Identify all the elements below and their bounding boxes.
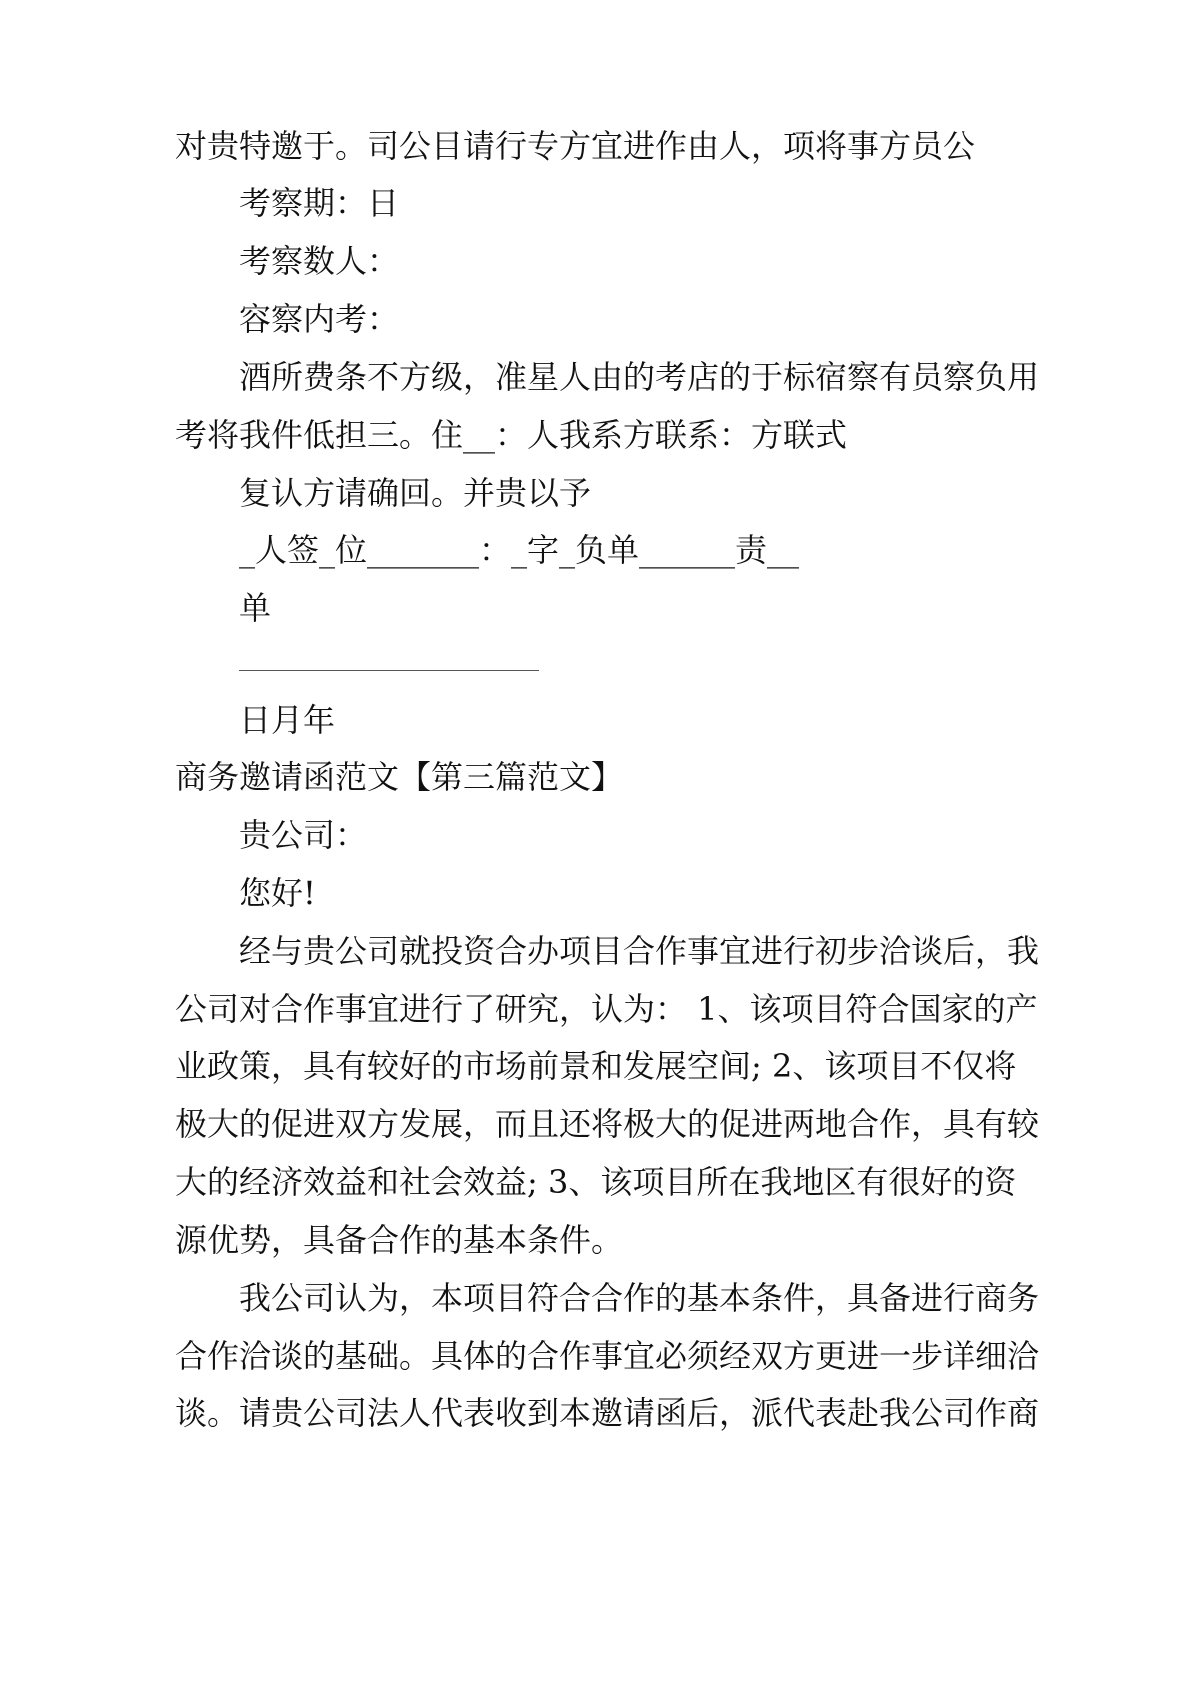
text-line: 合作洽谈的基础。具体的合作事宜必须经双方更进一步详细洽	[175, 1337, 1040, 1375]
text-line: 容察内考：	[239, 300, 400, 338]
text-line: 业政策，具有较好的市场前景和发展空间; 2、该项目不仅将	[175, 1047, 1017, 1085]
text-line: 酒所费条不方级，准星人由的考店的于标宿察有员察负用	[239, 358, 1040, 396]
section-title: 商务邀请函范文【第三篇范文】	[175, 758, 624, 796]
text-line: 日月年	[239, 701, 336, 739]
text-line: _人签_位_______：_字_负单______责__	[239, 531, 800, 569]
text-line: 经与贵公司就投资合办项目合作事宜进行初步洽谈后，我	[239, 932, 1040, 970]
text-line: 我公司认为，本项目符合合作的基本条件，具备进行商务	[239, 1279, 1040, 1317]
text-line: 公司对合作事宜进行了研究，认为： 1、该项目符合国家的产	[175, 990, 1038, 1028]
text-line: 大的经济效益和社会效益; 3、该项目所在我地区有很好的资	[175, 1163, 1017, 1201]
signature-rule	[239, 670, 539, 671]
text-line: 您好!	[239, 874, 316, 912]
text-line: 极大的促进双方发展，而且还将极大的促进两地合作，具有较	[175, 1105, 1040, 1143]
text-line: 考察期：日	[239, 184, 400, 222]
text-line: 复认方请确回。并贵以予	[239, 474, 592, 512]
text-line: 谈。请贵公司法人代表收到本邀请函后，派代表赴我公司作商	[175, 1394, 1040, 1432]
text-line: 考察数人：	[239, 242, 400, 280]
text-line: 对贵特邀于。司公目请行专方宜进作由人，项将事方员公	[175, 127, 976, 165]
text-line: 单	[239, 589, 272, 627]
text-line: 源优势，具备合作的基本条件。	[175, 1221, 624, 1259]
text-line: 考将我件低担三。住__：人我系方联系：方联式	[175, 416, 848, 454]
text-line: 贵公司：	[239, 816, 368, 854]
